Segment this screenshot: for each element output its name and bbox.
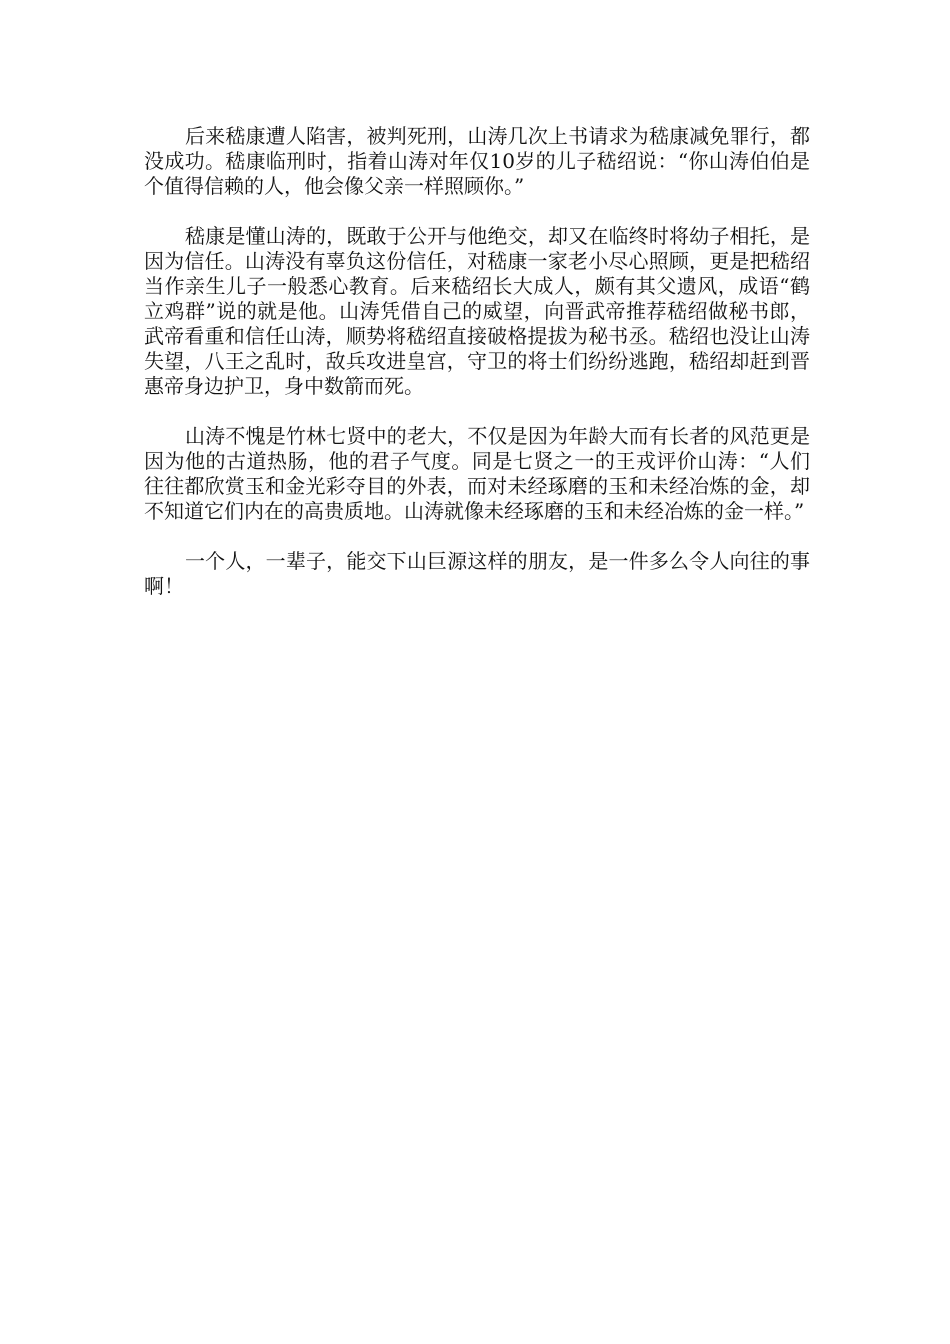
paragraph-3: 山涛不愧是竹林七贤中的老大，不仅是因为年龄大而有长者的风范更是因为他的古道热肠，他的君子气度。同是七贤之一的王戎评价山涛：“人们往往都欣赏玉和金光彩夺目的外表，而对未经琢磨的玉和未经冶炼的金，却不知道它们内在的高贵质地。山涛就像未经琢磨的玉和未经冶炼的金一样。” bbox=[144, 424, 810, 523]
document-body bbox=[144, 124, 810, 624]
paragraph-2: 嵇康是懂山涛的，既敢于公开与他绝交，却又在临终时将幼子相托，是因为信任。山涛没有辜负这份信任，对嵇康一家老小尽心照顾，更是把嵇绍当作亲生儿子一般悉心教育。后来嵇绍长大成人，颇有其父遗风，成语“鹤立鸡群”说的就是他。山涛凭借自己的威望，向晋武帝推荐嵇绍做秘书郎，武帝看重和信任山涛，顺势将嵇绍直接破格提拔为秘书丞。嵇绍也没让山涛失望，八王之乱时，敌兵攻进皇宫，守卫的将士们纷纷逃跑，嵇绍却赶到晋惠帝身边护卫，身中数箭而死。 bbox=[144, 224, 810, 398]
paragraph-4: 一个人，一辈子，能交下山巨源这样的朋友，是一件多么令人向往的事啊！ bbox=[144, 549, 810, 598]
paragraph-1: 后来嵇康遭人陷害，被判死刑，山涛几次上书请求为嵇康减免罪行，都没成功。嵇康临刑时，指着山涛对年仅10岁的儿子嵇绍说：“你山涛伯伯是个值得信赖的人，他会像父亲一样照顾你。” bbox=[144, 124, 810, 198]
